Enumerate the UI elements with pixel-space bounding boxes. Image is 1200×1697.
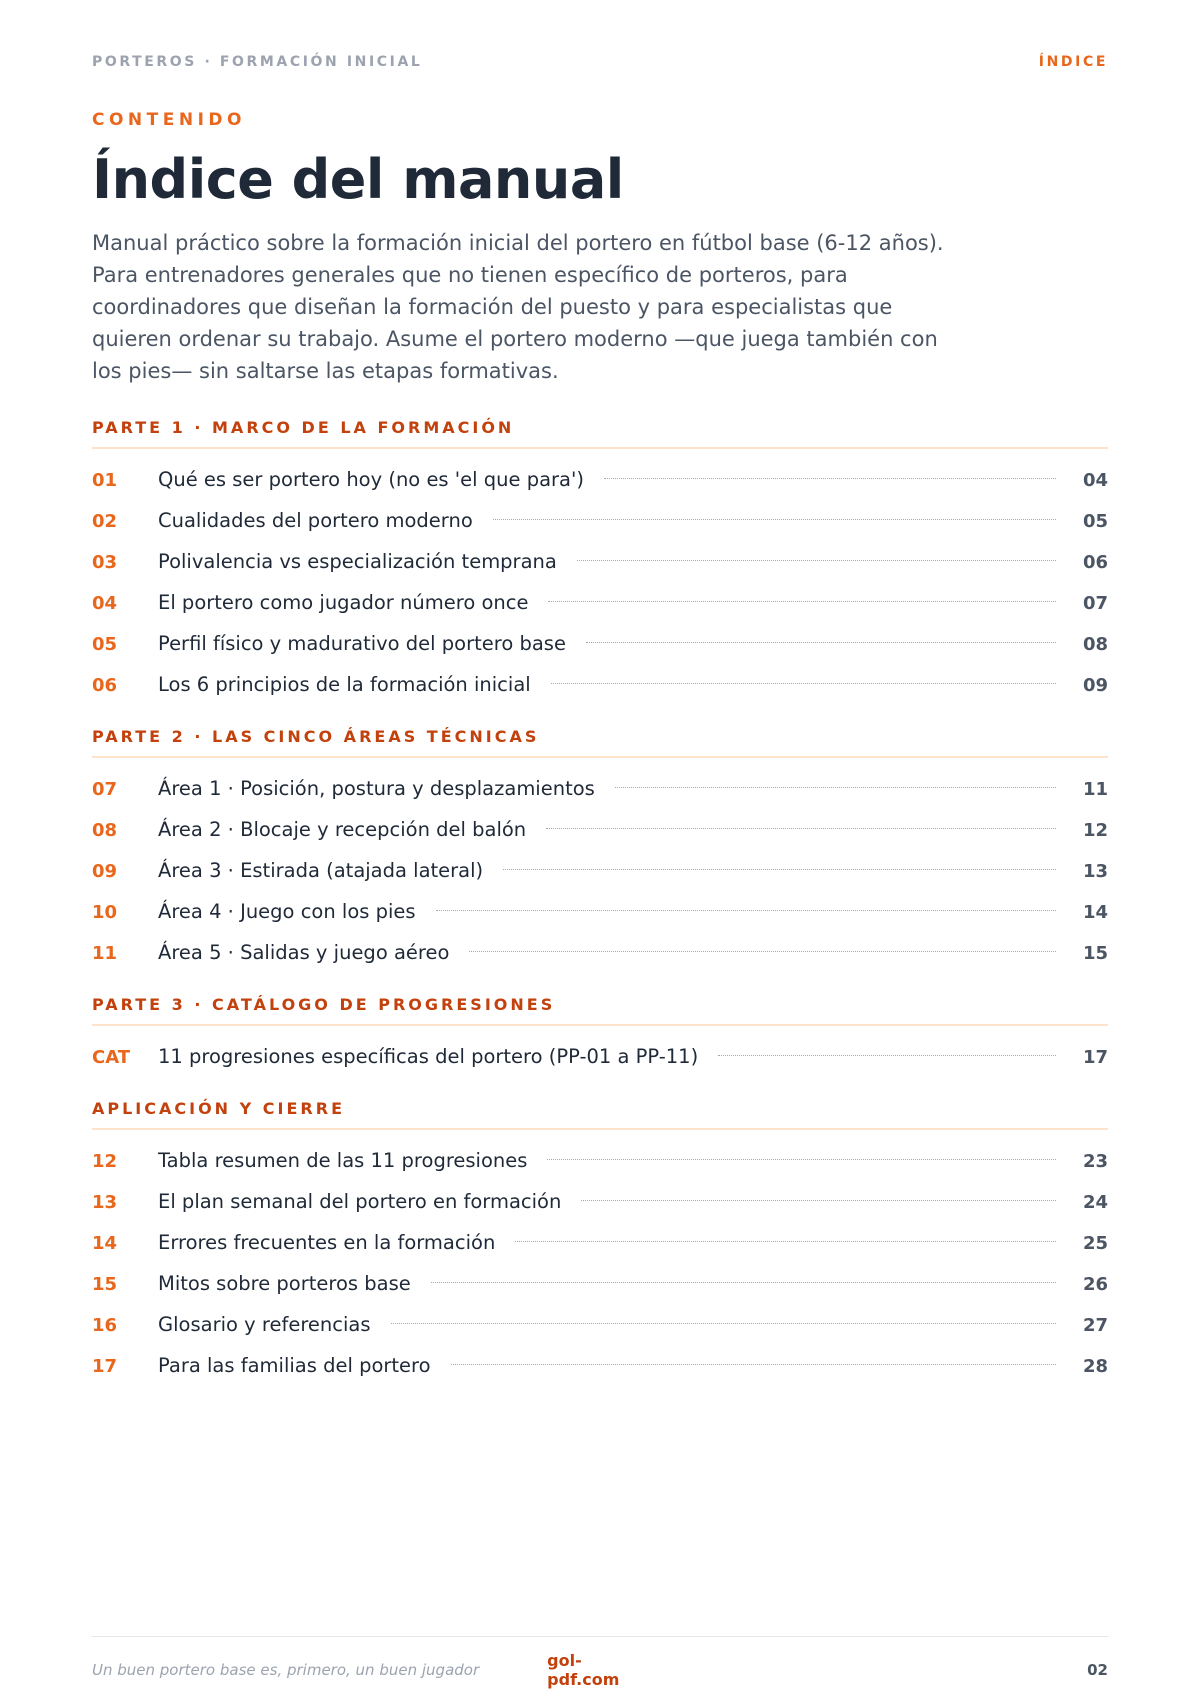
entry-page-number: 05 (1082, 511, 1108, 532)
dotted-leader (718, 1055, 1056, 1056)
dotted-leader (581, 1200, 1056, 1201)
dotted-leader (577, 560, 1056, 561)
entry-title: Polivalencia vs especialización temprana (158, 550, 557, 573)
entry-title: Para las familias del portero (158, 1354, 431, 1377)
entry-number: 09 (92, 861, 118, 882)
entry-number: 04 (92, 593, 118, 614)
toc-entry[interactable] (92, 768, 1108, 809)
toc-section (92, 727, 1108, 973)
entry-title: Área 2 · Blocaje y recepción del balón (158, 818, 527, 841)
toc-entry[interactable] (92, 582, 1108, 623)
dotted-leader (493, 519, 1056, 520)
entry-number: 12 (92, 1151, 118, 1172)
entry-title: 11 progresiones específicas del portero (PP-01 a PP-11) (158, 1045, 699, 1068)
dotted-leader (547, 1159, 1056, 1160)
toc-entry[interactable] (92, 850, 1108, 891)
entry-number: 05 (92, 634, 118, 655)
toc-entry[interactable] (92, 1036, 1108, 1077)
running-header-left: PORTEROS · FORMACIÓN INICIAL (92, 54, 423, 70)
dotted-leader (548, 601, 1056, 602)
dotted-leader (503, 869, 1056, 870)
page-title: Índice del manual (92, 148, 624, 211)
eyebrow: CONTENIDO (92, 110, 246, 130)
toc-section (92, 418, 1108, 705)
dotted-leader (431, 1282, 1056, 1283)
dotted-leader (546, 828, 1056, 829)
entry-number: 17 (92, 1356, 118, 1377)
entry-title: Glosario y referencias (158, 1313, 371, 1336)
entry-page-number: 07 (1082, 593, 1108, 614)
entry-title: Área 5 · Salidas y juego aéreo (158, 941, 450, 964)
entry-page-number: 24 (1082, 1192, 1108, 1213)
toc-section (92, 1099, 1108, 1386)
dotted-leader (551, 683, 1056, 684)
entry-number: 02 (92, 511, 118, 532)
entry-page-number: 23 (1082, 1151, 1108, 1172)
toc-entry[interactable] (92, 1140, 1108, 1181)
running-header (92, 52, 1108, 72)
entry-page-number: 27 (1082, 1315, 1108, 1336)
entry-number: 03 (92, 552, 118, 573)
entry-number: 15 (92, 1274, 118, 1295)
dotted-leader (436, 910, 1056, 911)
section-heading: PARTE 1 · MARCO DE LA FORMACIÓN (92, 418, 1108, 449)
dotted-leader (391, 1323, 1056, 1324)
footer (92, 1636, 1108, 1689)
entry-page-number: 15 (1082, 943, 1108, 964)
footer-tagline: Un buen portero base es, primero, un buen jugador (92, 1661, 480, 1679)
entry-title: Tabla resumen de las 11 progresiones (158, 1149, 528, 1172)
toc-entry[interactable] (92, 891, 1108, 932)
toc-entry[interactable] (92, 809, 1108, 850)
entry-number: 11 (92, 943, 118, 964)
toc-entry[interactable] (92, 459, 1108, 500)
toc-entry[interactable] (92, 1181, 1108, 1222)
intro-paragraph: Manual práctico sobre la formación inicial del portero en fútbol base (6-12 años). Para entrenadores generales que no tienen específico de porteros, para coordinadores que diseñan la formación del puesto y para especialistas que quieren ordenar su trabajo. Asume el portero moderno —que juega también con los pies— sin saltarse las etapas formativas. (92, 231, 944, 383)
dotted-leader (515, 1241, 1056, 1242)
toc-entry[interactable] (92, 1345, 1108, 1386)
toc-entry[interactable] (92, 932, 1108, 973)
entry-page-number: 28 (1082, 1356, 1108, 1377)
entry-title: Qué es ser portero hoy (no es 'el que para') (158, 468, 584, 491)
toc-entry[interactable] (92, 541, 1108, 582)
entry-title: Área 4 · Juego con los pies (158, 900, 416, 923)
running-header-right: ÍNDICE (1038, 54, 1108, 70)
entry-page-number: 06 (1082, 552, 1108, 573)
dotted-leader (586, 642, 1056, 643)
toc-entry[interactable] (92, 500, 1108, 541)
entry-page-number: 14 (1082, 902, 1108, 923)
footer-page-number: 02 (1087, 1661, 1108, 1679)
entry-number: 14 (92, 1233, 118, 1254)
toc-entry[interactable] (92, 1222, 1108, 1263)
entry-page-number: 13 (1082, 861, 1108, 882)
entry-page-number: 12 (1082, 820, 1108, 841)
toc-entry[interactable] (92, 1263, 1108, 1304)
entry-page-number: 17 (1082, 1047, 1108, 1068)
entry-page-number: 04 (1082, 470, 1108, 491)
entry-title: Mitos sobre porteros base (158, 1272, 411, 1295)
entry-number: 10 (92, 902, 118, 923)
entry-title: Los 6 principios de la formación inicial (158, 673, 531, 696)
entry-number: 07 (92, 779, 118, 800)
entry-title: Área 1 · Posición, postura y desplazamientos (158, 777, 595, 800)
entry-page-number: 08 (1082, 634, 1108, 655)
entry-number: CAT (92, 1047, 131, 1068)
table-of-contents (92, 418, 1108, 1408)
toc-entry[interactable] (92, 623, 1108, 664)
section-heading: PARTE 2 · LAS CINCO ÁREAS TÉCNICAS (92, 727, 1108, 758)
toc-entry[interactable] (92, 664, 1108, 705)
toc-section (92, 995, 1108, 1077)
entry-number: 06 (92, 675, 118, 696)
entry-page-number: 11 (1082, 779, 1108, 800)
section-heading: APLICACIÓN Y CIERRE (92, 1099, 1108, 1130)
entry-number: 13 (92, 1192, 118, 1213)
entry-number: 01 (92, 470, 118, 491)
entry-page-number: 09 (1082, 675, 1108, 696)
footer-site-link[interactable]: gol-pdf.com (547, 1651, 620, 1689)
page (92, 0, 1108, 1697)
entry-title: El plan semanal del portero en formación (158, 1190, 562, 1213)
entry-number: 08 (92, 820, 118, 841)
dotted-leader (451, 1364, 1056, 1365)
toc-entry[interactable] (92, 1304, 1108, 1345)
dotted-leader (469, 951, 1056, 952)
entry-title: Área 3 · Estirada (atajada lateral) (158, 859, 484, 882)
entry-title: Perfil físico y madurativo del portero base (158, 632, 566, 655)
entry-page-number: 25 (1082, 1233, 1108, 1254)
entry-page-number: 26 (1082, 1274, 1108, 1295)
entry-title: Cualidades del portero moderno (158, 509, 473, 532)
entry-title: Errores frecuentes en la formación (158, 1231, 496, 1254)
dotted-leader (604, 478, 1056, 479)
dotted-leader (615, 787, 1056, 788)
entry-title: El portero como jugador número once (158, 591, 529, 614)
entry-number: 16 (92, 1315, 118, 1336)
section-heading: PARTE 3 · CATÁLOGO DE PROGRESIONES (92, 995, 1108, 1026)
